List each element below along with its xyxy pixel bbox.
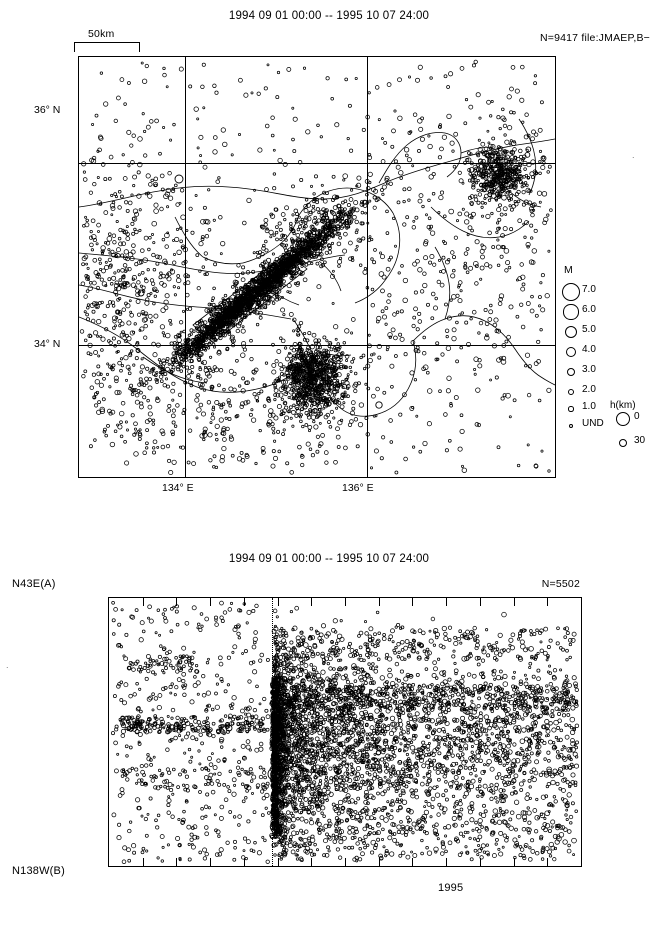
legend-magnitude-row: [560, 418, 656, 432]
map-plot-area: [78, 56, 556, 478]
map-lat-label-34n: 34° N: [34, 338, 61, 350]
time-axis-tick-top: [311, 598, 312, 606]
legend-magnitude-symbol: [569, 424, 573, 428]
scan-speckle: .: [632, 150, 635, 160]
time-axis-tick: [311, 858, 312, 866]
time-axis-tick: [210, 858, 211, 866]
legend-depth-symbol: [616, 412, 630, 426]
time-axis-tick: [244, 858, 245, 866]
time-axis-tick-top: [176, 598, 177, 606]
time-plot-area: [108, 597, 582, 867]
legend-magnitude-header: M: [564, 264, 573, 276]
legend-magnitude-label: 3.0: [582, 364, 596, 375]
magnitude-legend: [560, 264, 656, 480]
legend-depth-header: h(km): [610, 400, 636, 411]
time-axis-tick: [143, 858, 144, 866]
time-axis-tick-top: [412, 598, 413, 606]
legend-magnitude-symbol: [567, 368, 575, 376]
time-axis-tick: [176, 858, 177, 866]
map-title: 1994 09 01 00:00 -- 1995 10 07 24:00: [228, 10, 430, 22]
legend-magnitude-symbol: [565, 326, 578, 339]
time-axis-label-bottom: N138W(B): [12, 865, 65, 877]
time-axis-tick: [379, 858, 380, 866]
scale-bar: [74, 42, 140, 52]
map-lat-label-36n: 36° N: [34, 104, 61, 116]
epicenter-dots: [79, 57, 555, 477]
time-count-label: N=5502: [541, 578, 580, 590]
scale-bar-label: 50km: [88, 28, 115, 40]
time-axis-tick-top: [379, 598, 380, 606]
time-axis-tick: [412, 858, 413, 866]
time-axis-tick: [278, 858, 279, 866]
time-axis-tick-top: [547, 598, 548, 606]
legend-magnitude-row: [560, 364, 656, 378]
space-time-panel: [0, 520, 658, 928]
legend-magnitude-row: [560, 344, 656, 358]
map-lon-label-134e: 134° E: [162, 482, 194, 494]
legend-magnitude-symbol: [566, 347, 576, 357]
legend-magnitude-symbol: [568, 406, 573, 411]
time-axis-tick: [480, 858, 481, 866]
time-axis-tick-top: [480, 598, 481, 606]
time-axis-tick: [514, 858, 515, 866]
legend-magnitude-row: [560, 401, 656, 415]
time-axis-tick-top: [345, 598, 346, 606]
time-plot-title: 1994 09 01 00:00 -- 1995 10 07 24:00: [228, 553, 430, 565]
legend-depth-symbol: [619, 439, 627, 447]
legend-magnitude-row: [560, 304, 656, 318]
legend-magnitude-row: [560, 284, 656, 298]
legend-magnitude-label: UND: [582, 418, 604, 429]
legend-magnitude-label: 5.0: [582, 324, 596, 335]
map-count-label: N=9417 file:JMAEP,B−: [539, 32, 650, 44]
map-lon-label-136e: 136° E: [342, 482, 374, 494]
legend-magnitude-row: [560, 384, 656, 398]
space-time-dots: [109, 598, 581, 866]
time-axis-tick-top: [514, 598, 515, 606]
time-axis-tick: [345, 858, 346, 866]
time-axis-tick-top: [278, 598, 279, 606]
time-axis-label-top: N43E(A): [12, 578, 56, 590]
legend-magnitude-label: 6.0: [582, 304, 596, 315]
time-axis-tick-top: [446, 598, 447, 606]
time-axis-tick: [547, 858, 548, 866]
time-axis-tick-top: [244, 598, 245, 606]
time-axis-tick-top: [143, 598, 144, 606]
legend-depth-label: 30: [634, 435, 646, 446]
legend-depth-label: 0: [634, 411, 640, 422]
time-axis-tick-top: [210, 598, 211, 606]
legend-magnitude-label: 1.0: [582, 401, 596, 412]
scan-speckle: .: [6, 660, 9, 670]
legend-magnitude-label: 4.0: [582, 344, 596, 355]
legend-magnitude-symbol: [563, 304, 578, 319]
legend-magnitude-label: 7.0: [582, 284, 596, 295]
legend-magnitude-symbol: [568, 389, 575, 396]
time-axis-tick: [446, 858, 447, 866]
time-year-label: 1995: [438, 882, 464, 894]
legend-magnitude-label: 2.0: [582, 384, 596, 395]
legend-magnitude-symbol: [562, 283, 580, 301]
legend-magnitude-row: [560, 324, 656, 338]
